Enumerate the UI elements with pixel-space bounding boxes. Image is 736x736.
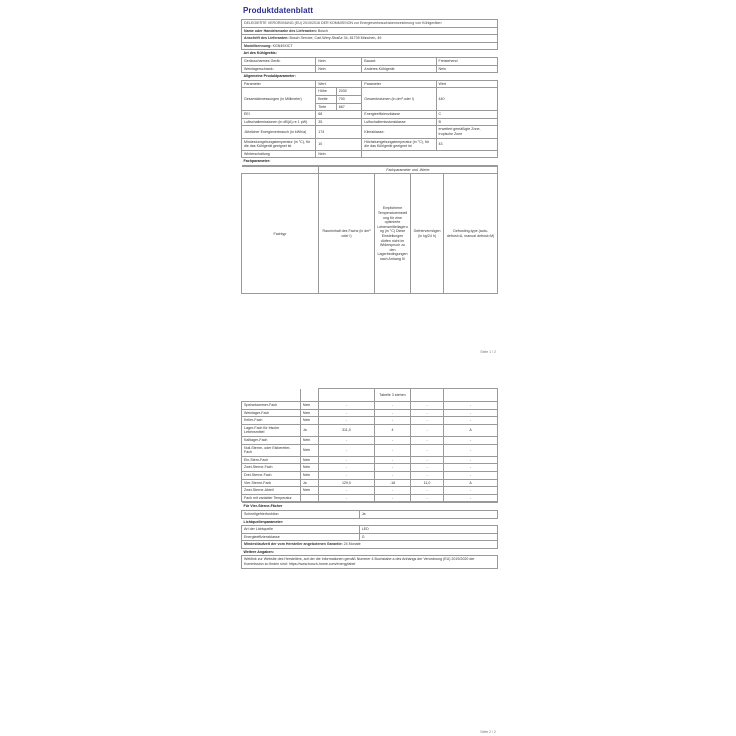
compartment-value-cell: - xyxy=(375,471,411,479)
compartment-value-cell: - xyxy=(444,494,498,502)
compartment-value-cell: - xyxy=(318,494,374,502)
compartment-values-header: Tabelle 3 stehen xyxy=(242,389,498,402)
compartment-value-cell: - xyxy=(444,436,498,444)
compartment-value-cell: - xyxy=(410,494,443,502)
compartment-params-title: Fachparameter und -Werte xyxy=(318,166,497,174)
compartment-value-cell: Nein xyxy=(300,471,318,479)
compartment-value-cell: - xyxy=(444,487,498,495)
compartment-value-cell: - xyxy=(410,402,443,410)
further-info-text: Weblink zur Website des Herstellers, auf der die Informationen gemäß Nummer 4 Buchstabe a des Anhangs der Verordnung (EU) 2019/2020 der Kommission zu finden sind: https://www.bosch-home.com/energylabel xyxy=(242,556,498,568)
compartment-type-cell: Keller-Fach xyxy=(242,417,301,425)
param-header-row: Parameter Wert Parameter Wert xyxy=(242,80,498,88)
compartment-value-cell: - xyxy=(318,471,374,479)
compartment-type-cell: Weinlager-Fach xyxy=(242,409,301,417)
temperature-row: Mindestumgebungstemperatur (in °C), für die das Kühlgerät geeignet ist 10 Höchstumgebungstemperatur (in °C), für die das Kühlgerät geeignet ist 43 xyxy=(242,138,498,150)
compartment-value-row xyxy=(242,436,498,444)
dimensions-row: Gesamtabmessungen (in Millimeter) Höhe 2030 Gesamtvolumen (in dm³ oder l) 440 xyxy=(242,88,498,96)
dimensions-row: Breite 700 xyxy=(242,95,498,103)
compartment-value-cell: -18 xyxy=(375,479,411,487)
compartment-value-row xyxy=(242,409,498,417)
compartment-value-row xyxy=(242,464,498,472)
compartment-value-row xyxy=(242,479,498,487)
general-params-header: Allgemeine Produktparameter: xyxy=(242,73,498,81)
compartment-value-cell: - xyxy=(410,436,443,444)
light-class-row: Energieeffizienzklasse G xyxy=(242,533,498,541)
compartment-type-cell: Vier-Sterne-Fach xyxy=(242,479,301,487)
type-row: Weinlagerschrank: Nein Anderes Kühlgerät: Nein xyxy=(242,65,498,73)
compartment-type-cell: Zwei-Sterne-Fach xyxy=(242,464,301,472)
compartment-value-cell: Nein xyxy=(300,436,318,444)
appliance-type-header: Art des Kühlgeräts: xyxy=(242,50,498,58)
compartment-value-cell: 311,0 xyxy=(318,424,374,436)
compartment-value-row xyxy=(242,487,498,495)
light-header: Lichtquellenparameter: xyxy=(242,518,498,526)
four-star-header: Für Vier-Sterne-Fächer xyxy=(242,503,498,511)
type-row: Geräuscharmes Gerät: Nein Bauart: Freistehend xyxy=(242,57,498,65)
compartment-values-table xyxy=(241,388,498,502)
compartment-value-cell: - xyxy=(375,444,411,456)
compartment-value-cell: - xyxy=(444,456,498,464)
compartment-value-row xyxy=(242,444,498,456)
annual-energy-row: Jährlicher Energieverbrauch (in kWh/a) 174 Klimaklasse: erweitert gemäßigte Zone, tropische Zone xyxy=(242,126,498,138)
compartment-value-cell: - xyxy=(318,436,374,444)
compartment-value-cell: - xyxy=(375,436,411,444)
compartment-col-headers: Fachtyp Rauminhalt des Fachs (in dm³ oder l) Empfohlene Temperatureinstellung für eine optimierte Lebensmittellagerung (in °C) Diese Einstellungen dürfen nicht im Widerspruch zu den Lagerbedingungen nach Anhang IV Gefriervermögen (in kg/24 h) Defrosting-type (auto-defrost=A, manual defrost=M) xyxy=(242,174,498,294)
compartment-header: Fachparameter: xyxy=(242,158,498,166)
compartment-value-cell: - xyxy=(444,444,498,456)
compartment-value-cell: - xyxy=(444,409,498,417)
eei-row: EEI 68 Energieeffizienzklasse C xyxy=(242,111,498,119)
warranty-row: Mindestlaufzeit der vom Hersteller angebotenen Garantie: 24 Monate xyxy=(242,541,498,549)
compartment-rows xyxy=(242,402,498,502)
compartment-value-cell: - xyxy=(318,409,374,417)
product-table xyxy=(241,19,498,166)
compartment-value-cell: Nein xyxy=(300,464,318,472)
quick-freeze-row: Schnellgefrierfunktion Ja xyxy=(242,510,498,518)
compartment-value-cell: - xyxy=(410,487,443,495)
compartment-value-cell: - xyxy=(410,471,443,479)
compartment-value-cell: 129,0 xyxy=(318,479,374,487)
winter-row: Winterschaltung Nein xyxy=(242,150,498,158)
compartment-type-cell: Zwei-Sterne-Abteil xyxy=(242,487,301,495)
page-number: Seite 1 / 2 xyxy=(480,350,496,354)
compartment-value-cell: Nein xyxy=(300,402,318,410)
compartment-value-cell: - xyxy=(318,444,374,456)
compartment-table xyxy=(241,166,498,295)
compartment-value-cell: A xyxy=(444,479,498,487)
compartment-value-cell: - xyxy=(410,464,443,472)
compartment-value-cell: - xyxy=(444,471,498,479)
compartment-value-cell: - xyxy=(318,402,374,410)
compartment-type-cell: Ein-Stern-Fach xyxy=(242,456,301,464)
compartment-type-cell: Kaltlager-Fach xyxy=(242,436,301,444)
compartment-value-row xyxy=(242,417,498,425)
compartment-value-cell: - xyxy=(318,417,374,425)
compartment-value-cell: - xyxy=(375,464,411,472)
compartment-value-cell: Nein xyxy=(300,487,318,495)
compartment-value-cell: Nein xyxy=(300,409,318,417)
page-number: Seite 2 / 2 xyxy=(480,730,496,734)
compartment-value-cell: - xyxy=(318,464,374,472)
compartment-value-cell: - xyxy=(375,487,411,495)
supplier-name-row: Name oder Handelsmarke des Lieferanten: Bosch xyxy=(242,27,498,35)
compartment-value-row xyxy=(242,424,498,436)
compartment-type-cell: Fach mit variabler Temperatur xyxy=(242,494,301,502)
regulation-text: DELEGIERTE VERORDNUNG (EU) 2019/2016 DER KOMMISSION zur Energieverbrauchskennzeichnung von Kühlgeräten xyxy=(242,20,498,28)
compartment-value-cell: 11,0 xyxy=(410,479,443,487)
compartment-value-cell: - xyxy=(375,409,411,417)
light-type-row: Art der Lichtquelle LED xyxy=(242,526,498,534)
noise-row: Luftschallemissionen (in dB(A) re 1 pW) 35 Luftschallemissionsklasse B xyxy=(242,118,498,126)
compartment-type-cell: Drei-Sterne-Fach xyxy=(242,471,301,479)
further-info-header: Weitere Angaben: xyxy=(242,548,498,556)
compartment-value-cell: Ja xyxy=(300,424,318,436)
compartment-type-cell: Speisekammer-Fach xyxy=(242,402,301,410)
compartment-value-cell: Ja xyxy=(300,479,318,487)
compartment-value-cell: Nein xyxy=(300,444,318,456)
compartment-value-cell: Nein xyxy=(300,417,318,425)
compartment-value-cell: - xyxy=(410,444,443,456)
compartment-value-cell: - xyxy=(375,417,411,425)
compartment-value-cell: - xyxy=(375,402,411,410)
compartment-value-cell: - xyxy=(318,487,374,495)
compartment-value-cell: - xyxy=(375,494,411,502)
compartment-value-cell xyxy=(300,494,318,502)
compartment-value-row xyxy=(242,456,498,464)
compartment-value-cell: - xyxy=(410,424,443,436)
datasheet-page-2 xyxy=(241,388,498,736)
compartment-value-cell: - xyxy=(444,417,498,425)
compartment-value-row xyxy=(242,471,498,479)
model-row: Modellkennung: KGN49XICT xyxy=(242,42,498,50)
compartment-value-cell: - xyxy=(444,464,498,472)
compartment-value-cell: - xyxy=(410,417,443,425)
compartment-type-cell: Null-Sterne- oder Eisbereiter-Fach xyxy=(242,444,301,456)
compartment-value-row xyxy=(242,402,498,410)
compartment-value-cell: Nein xyxy=(300,456,318,464)
page-title: Produktdatenblatt xyxy=(243,6,314,15)
additional-info-table xyxy=(241,502,498,568)
compartment-value-row xyxy=(242,494,498,502)
compartment-value-cell: - xyxy=(410,409,443,417)
compartment-value-cell: A xyxy=(444,424,498,436)
datasheet-page-1 xyxy=(241,4,498,356)
compartment-value-cell: - xyxy=(375,456,411,464)
compartment-value-cell: 4 xyxy=(375,424,411,436)
compartment-value-cell: - xyxy=(318,456,374,464)
compartment-value-cell: - xyxy=(444,402,498,410)
compartment-type-cell: Lager-Fach für frische Lebensmittel xyxy=(242,424,301,436)
dimensions-row: Tiefe 667 xyxy=(242,103,498,111)
compartment-value-cell: - xyxy=(410,456,443,464)
supplier-address-row: Anschrift des Lieferanten: Bosch Service, Carl-Wery-Straße 34, 81739 München, 49 xyxy=(242,35,498,43)
